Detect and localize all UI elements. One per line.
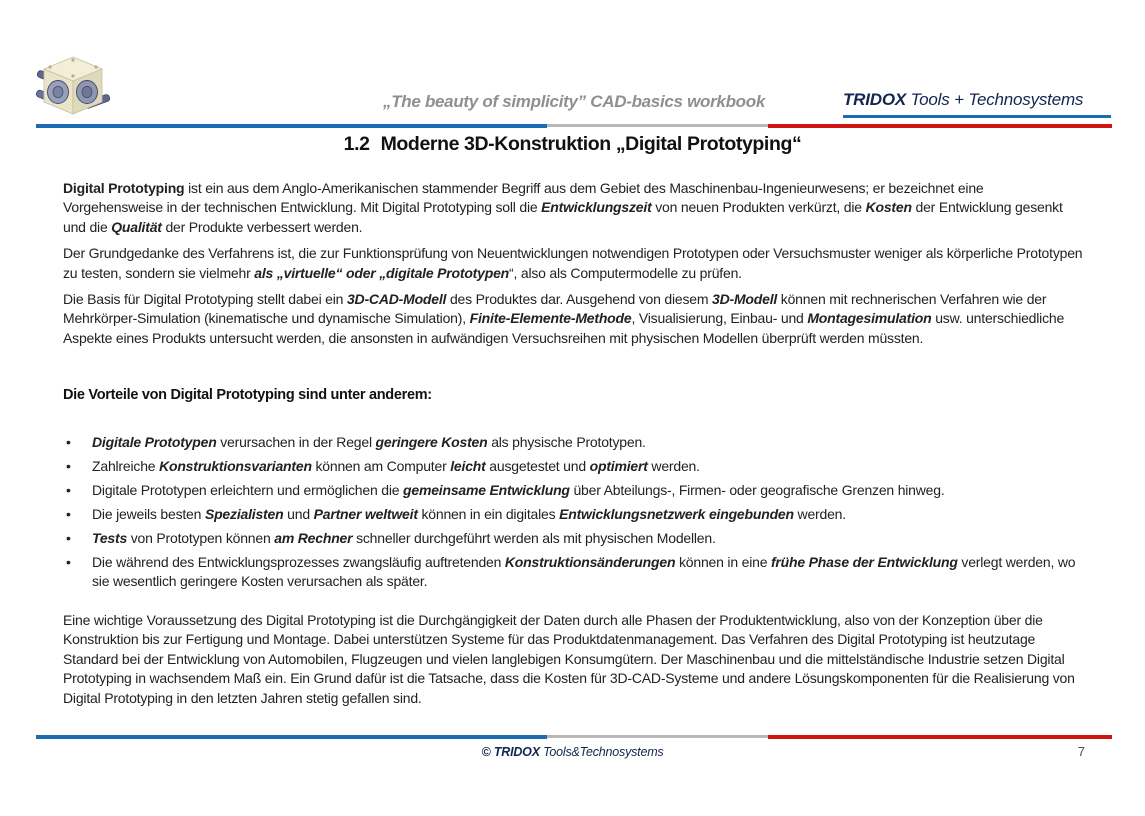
footer-rule bbox=[36, 734, 1112, 739]
bullet-item: • Tests von Prototypen können am Rechner schneller durchgeführt werden als mit physischen Modellen. bbox=[63, 529, 1089, 548]
section-number: 1.2 bbox=[343, 133, 370, 155]
advantages-list bbox=[63, 433, 1089, 596]
page-title bbox=[0, 133, 1145, 156]
bullet-item: • Zahlreiche Konstruktionsvarianten können am Computer leicht ausgetestet und optimiert werden. bbox=[63, 457, 1089, 476]
rule-segment-red bbox=[768, 124, 1112, 128]
bullet-item: • Digitale Prototypen erleichtern und ermöglichen die gemeinsame Entwicklung über Abteilungs-, Firmen- oder geografische Grenzen hinweg. bbox=[63, 481, 1089, 500]
copyright-brand: © TRIDOX bbox=[481, 745, 540, 759]
rule-segment-blue bbox=[36, 735, 547, 739]
advantages-heading: Die Vorteile von Digital Prototyping sind unter anderem: bbox=[63, 387, 432, 403]
copyright-suffix: Tools&Technosystems bbox=[539, 745, 664, 759]
rule-segment-red bbox=[768, 735, 1112, 739]
paragraph: Digital Prototyping ist ein aus dem Anglo-Amerikanischen stammender Begriff aus dem Gebiet des Maschinenbau-Ingenieurwesens; er bezeichnet eine Vorgehensweise in der technischen Entwicklung. Mit Digital Prototyping soll die Entwicklungszeit von neuen Produkten verkürzt, die Kosten der Entwicklung gesenkt und die Qualität der Produkte verbessert werden. bbox=[63, 180, 1063, 235]
paragraph: Der Grundgedanke des Verfahrens ist, die zur Funktionsprüfung von Neuentwicklungen notwendigen Prototypen oder Versuchsmuster weniger als körperliche Prototypen zu testen, sondern sie vielmehr als „virtuelle“ oder „digitale Prototypen“, also als Computermodelle zu prüfen. bbox=[63, 245, 1083, 281]
closing-paragraph: Eine wichtige Voraussetzung des Digital Prototyping ist die Durchgängigkeit der Daten durch alle Phasen der Produktentwicklung, also von der Konzeption über die Konstruktion bis zur Fertigung und Montage. Dabei unterstützen Systeme für das Produktdatenmanagement. Das Verfahren des Digital Prototyping ist heutzutage Standard bei der Entwicklung von Automobilen, Flugzeugen und vielen langlebigen Konsumgütern. Der Maschinenbau und die mittelständische Industrie setzen Digital Prototyping in wachsendem Maß ein. Ein Grund dafür ist die Tatsache, dass die Kosten für 3D-CAD-Systeme und andere Lösungskomponenten für die Realisierung von Digital Prototyping in den letzten Jahren stetig gefallen sind. bbox=[63, 612, 1075, 706]
page-number: 7 bbox=[1077, 744, 1085, 759]
rule-segment-gray bbox=[547, 124, 768, 127]
rule-segment-blue bbox=[36, 124, 547, 128]
bullet-item: • Die jeweils besten Spezialisten und Partner weltweit können in ein digitales Entwicklungsnetzwerk eingebunden werden. bbox=[63, 505, 1089, 524]
section-title-text: Moderne 3D-Konstruktion „Digital Prototyping“ bbox=[380, 133, 802, 155]
rule-segment-gray bbox=[547, 735, 768, 738]
brand-title bbox=[843, 90, 1111, 118]
workbook-subtitle: „The beauty of simplicity” CAD-basics workbook bbox=[383, 92, 765, 111]
brand-name: TRIDOX bbox=[843, 90, 907, 109]
brand-suffix: Tools + Technosystems bbox=[906, 90, 1084, 109]
bullet-item: • Die während des Entwicklungsprozesses zwangsläufig auftretenden Konstruktionsänderungen können in eine frühe Phase der Entwicklung verlegt werden, wo sie wesentlich geringere Kosten verursachen als später. bbox=[63, 553, 1089, 592]
paragraph: Die Basis für Digital Prototyping stellt dabei ein 3D-CAD-Modell des Produktes dar. Ausgehend von diesem 3D-Modell können mit rechnerischen Verfahren wie der Mehrkörper-Simulation (kinematische und dynamische Simulation), Finite-Elemente-Methode, Visualisierung, Einbau- und Montagesimulation usw. unterschiedliche Aspekte eines Produkts untersucht werden, die ansonsten in aufwändigen Versuchsreihen mit physischen Modellen überprüft werden müssten. bbox=[63, 291, 1065, 346]
footer-copyright bbox=[0, 745, 1145, 759]
bullet-item: • Digitale Prototypen verursachen in der Regel geringere Kosten als physische Prototypen. bbox=[63, 433, 1089, 452]
cad-gearbox-model-icon bbox=[36, 54, 110, 122]
header-rule bbox=[36, 123, 1112, 128]
intro-paragraphs bbox=[63, 179, 1087, 355]
